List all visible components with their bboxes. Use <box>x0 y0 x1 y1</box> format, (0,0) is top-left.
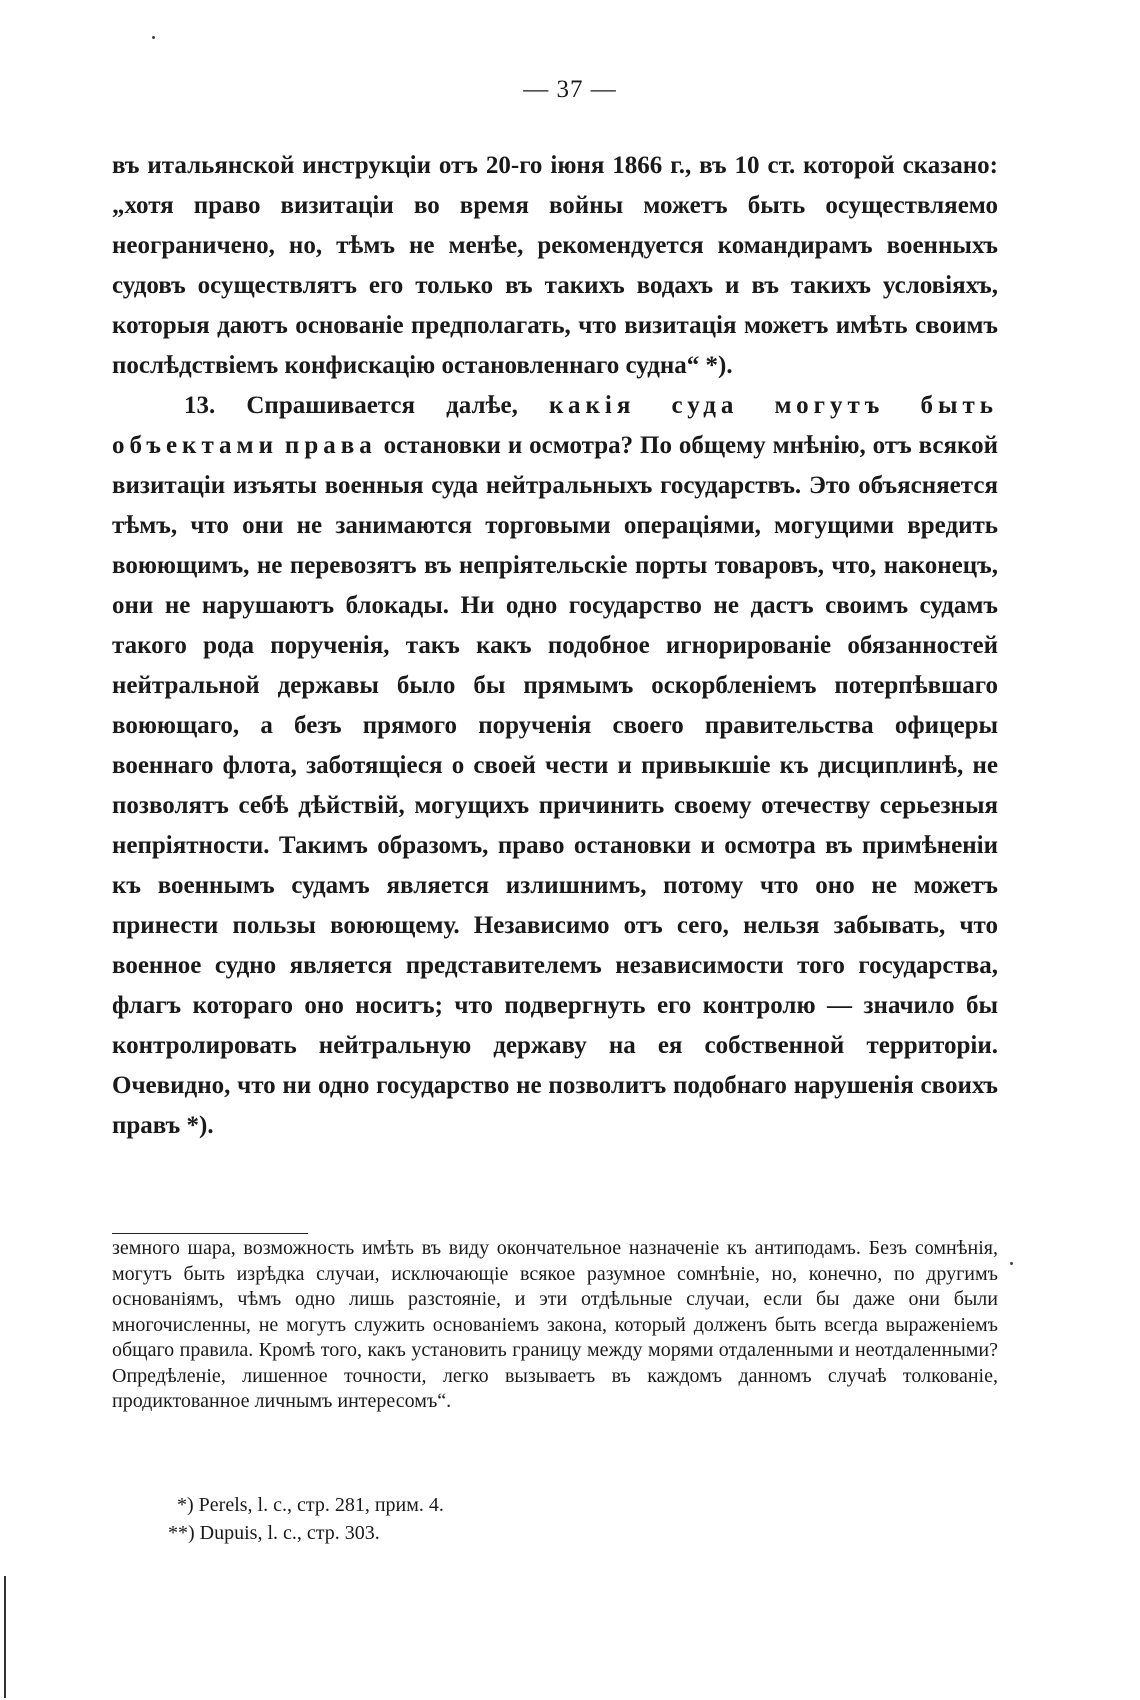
scan-speck <box>1010 1262 1013 1265</box>
footnote-ref-2: **) Dupuis, l. c., стр. 303. <box>168 1522 380 1544</box>
scan-speck <box>152 36 155 39</box>
paragraph-2 <box>112 386 998 1146</box>
scan-edge-mark <box>4 1576 6 1698</box>
paragraph-1: въ итальянской инструкціи отъ 20-го іюня 1866 г., въ 10 ст. которой сказано: „хотя право визитаціи во время войны можетъ быть осуществляемо неограничено, но, тѣмъ не менѣе, рекомендуется командирамъ военныхъ судовъ осуществлятъ его только въ такихъ водахъ и въ такихъ условіяхъ, которыя даютъ основаніе предполагать, что визитація можетъ имѣть своимъ послѣдствіемъ конфискацію остановленнаго судна“ *). <box>112 152 998 379</box>
paragraph-2-middle <box>278 432 285 459</box>
paragraph-2-rest: остановки и осмотра? По общему мнѣнію, отъ всякой визитаціи изъяты военныя суда нейтральныхъ государствъ. Это объясняется тѣмъ, что они не занимаются торговыми операціями, могущими вредить воюющимъ, не перевозятъ въ непріятельскіе порты товаровъ, что, наконецъ, они не нарушаютъ блокады. Ни одно государство не дастъ своимъ судамъ такого рода порученія, такъ какъ подобное игнорированіе обязанностей нейтральной державы было бы прямымъ оскорбленіемъ потерпѣвшаго воюющаго, а безъ прямого порученія своего правительства офицеры военнаго флота, заботящіеся о своей чести и привыкшіе къ дисциплинѣ, не позволятъ себѣ дѣйствій, могущихъ причинить своему отечеству серьезныя непріятности. Такимъ образомъ, право остановки и осмотра въ примѣненіи къ военнымъ судамъ является излишнимъ, потому что оно не можетъ принести пользы воюющему. Независимо отъ сего, нельзя забывать, что военное судно является представителемъ независимости того государства, флагъ котораго оно носитъ; что подвергнуть его контролю — значило бы контролировать нейтральную державу на ея собственной территоріи. Очевидно, что ни одно государство не позволитъ подобнаго нарушенія своихъ правъ *). <box>112 432 999 1139</box>
paragraph-2-emphasis-2: права <box>284 432 377 459</box>
paragraph-2-emphasis-1: какія суда могутъ быть объектами <box>112 392 998 459</box>
footnote-rule <box>112 1233 308 1234</box>
footnote-ref-1: *) Perels, l. c., стр. 281, прим. 4. <box>177 1494 444 1516</box>
page-number: — 37 — <box>523 76 617 103</box>
footnote-references <box>0 1491 1140 1547</box>
paragraph-2-lead: 13. Спрашивается далѣе, <box>184 392 549 419</box>
main-text <box>112 146 998 1146</box>
footnote-continuation: земного шара, возможность имѣть въ виду окончательное назначеніе къ антиподамъ. Безъ сомнѣнія, могутъ быть изрѣдка случаи, исключающіе всякое разумное сомнѣніе, но, конечно, по другимъ основаніямъ, чѣмъ одно лишь разстояніе, и эти отдѣльные случаи, если бы даже они были многочисленны, не могутъ служить основаніемъ закона, который долженъ быть всегда выраженіемъ общаго правила. Кромѣ того, какъ установить границу между морями отдаленными и неотдаленными? Опредѣленіе, лишенное точности, легко вызываетъ въ каждомъ данномъ случаѣ толкованіе, продиктованное личнымъ интересомъ“. <box>112 1237 998 1412</box>
